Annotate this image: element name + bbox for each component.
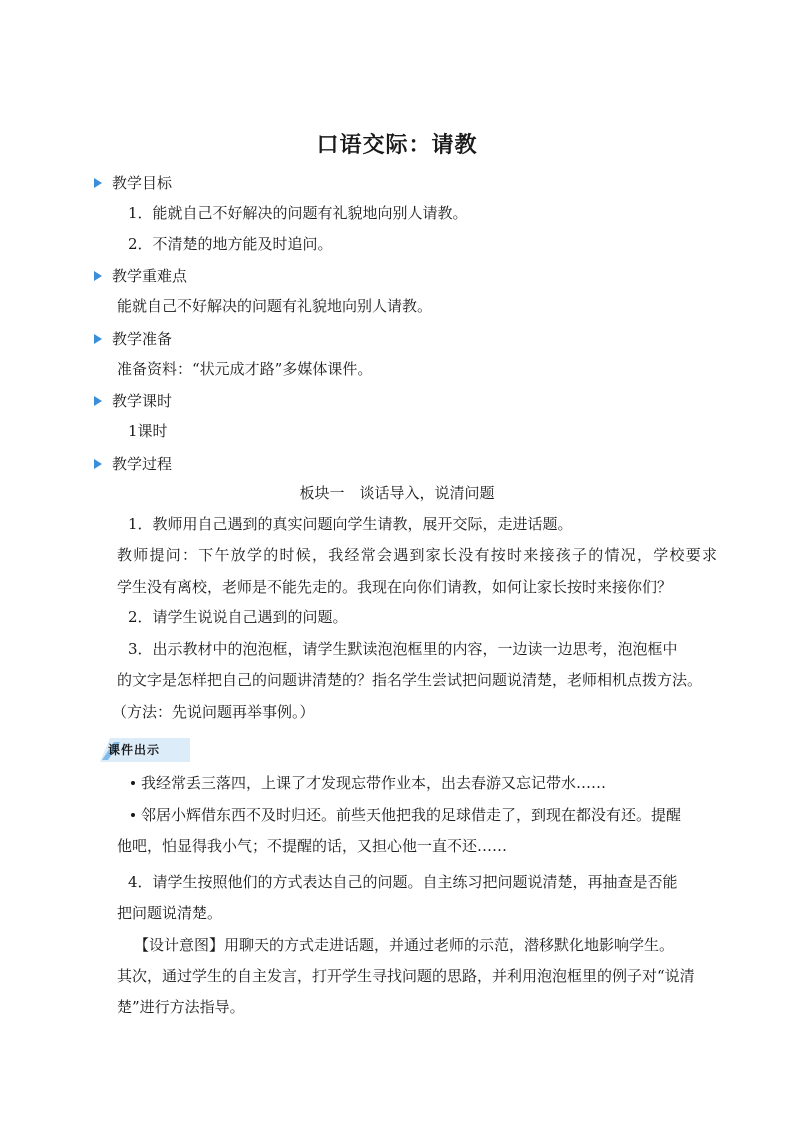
bullet-dot-icon xyxy=(131,781,135,785)
section-heading-preparation: 教学准备 xyxy=(94,328,172,349)
triangle-bullet-icon xyxy=(94,334,102,344)
courseware-bullet-2-line-1: 邻居小辉借东西不及时归还。前些天他把我的足球借走了，到现在都没有还。提醒 xyxy=(131,806,681,824)
process-step-3-line-1: 3．出示教材中的泡泡框，请学生默读泡泡框里的内容，一边读一边思考，泡泡框中 xyxy=(128,640,678,658)
page-title: 口语交际：请教 xyxy=(316,133,478,158)
courseware-label: 课件出示 xyxy=(108,743,161,757)
process-step-1: 1．教师用自己遇到的真实问题向学生请教，展开交际，走进话题。 xyxy=(128,515,573,533)
teacher-question-line-1: 教师提问：下午放学的时候，我经常会遇到家长没有按时来接孩子的情况，学校要求 xyxy=(117,546,717,564)
section-heading-key-points: 教学重难点 xyxy=(94,265,187,286)
process-step-3-line-2: 的文字是怎样把自己的问题讲清楚的？指名学生尝试把问题说清楚，老师相机点拨方法。 xyxy=(117,671,703,689)
process-step-4-line-1: 4．请学生按照他们的方式表达自己的问题。自主练习把问题说清楚，再抽查是否能 xyxy=(128,873,678,891)
process-step-3-line-3: （方法：先说问题再举事例。） xyxy=(112,703,315,721)
courseware-bullet-2-line-2: 他吧，怕显得我小气；不提醒的话，又担心他一直不还…… xyxy=(117,837,508,855)
goal-item-1: 1．能就自己不好解决的问题有礼貌地向别人请教。 xyxy=(128,204,468,222)
triangle-bullet-icon xyxy=(94,271,102,281)
design-intent-line-2: 其次，通过学生的自主发言，打开学生寻找问题的思路，并利用泡泡框里的例子对“说清 xyxy=(117,967,695,985)
teacher-question-line-2: 学生没有离校，老师是不能先走的。我现在向你们请教，如何让家长按时来接你们？ xyxy=(117,578,673,596)
triangle-bullet-icon xyxy=(94,459,102,469)
section-heading-process: 教学过程 xyxy=(94,453,172,474)
bullet-dot-icon xyxy=(131,813,135,817)
courseware-bullet-1: 我经常丢三落四，上课了才发现忘带作业本，出去春游又忘记带水…… xyxy=(131,774,606,792)
goal-item-2: 2．不清楚的地方能及时追问。 xyxy=(128,235,333,253)
process-step-4-line-2: 把问题说清楚。 xyxy=(117,904,223,922)
key-points-text: 能就自己不好解决的问题有礼貌地向别人请教。 xyxy=(117,297,433,315)
block-title: 板块一 谈话导入，说清问题 xyxy=(299,484,495,502)
hours-text: 1课时 xyxy=(128,422,168,440)
section-heading-hours: 教学课时 xyxy=(94,390,172,411)
section-heading-goals: 教学目标 xyxy=(94,172,172,193)
process-step-2: 2．请学生说说自己遇到的问题。 xyxy=(128,608,348,626)
triangle-bullet-icon xyxy=(94,396,102,406)
preparation-text: 准备资料：“状元成才路”多媒体课件。 xyxy=(117,360,373,378)
triangle-bullet-icon xyxy=(94,178,102,188)
design-intent-line-1: 【设计意图】用聊天的方式走进话题，并通过老师的示范，潜移默化地影响学生。 xyxy=(134,936,675,954)
design-intent-line-3: 楚”进行方法指导。 xyxy=(117,998,245,1016)
